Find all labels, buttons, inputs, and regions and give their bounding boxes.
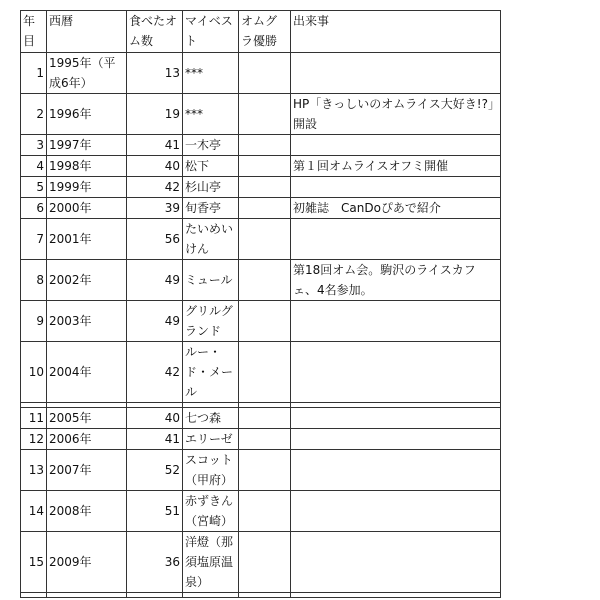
cell-my-best: 杉山亭 (183, 177, 239, 198)
cell-grand-prix-winner (239, 301, 291, 342)
cell-year-number: 6 (21, 198, 47, 219)
table-row (21, 342, 501, 403)
table-body (21, 53, 501, 598)
cell-omurice-count: 41 (127, 429, 183, 450)
cell-event: 第18回オム会。駒沢のライスカフェ、4名参加。 (291, 260, 501, 301)
cell-my-best: 赤ずきん（宮崎） (183, 491, 239, 532)
cell-omurice-count: 39 (127, 198, 183, 219)
cell-event (291, 301, 501, 342)
cell-my-best: スコット（甲府） (183, 450, 239, 491)
cell-western-year: 1995年（平成6年） (47, 53, 127, 94)
cell-omurice-count: 19 (127, 94, 183, 135)
table-row (21, 532, 501, 593)
cell-event (291, 135, 501, 156)
table-row (21, 260, 501, 301)
cell-my-best: 洋燈（那須塩原温泉） (183, 532, 239, 593)
cell-grand-prix-winner (239, 177, 291, 198)
cell-omurice-count: 52 (127, 450, 183, 491)
cell-omurice-count: 49 (127, 260, 183, 301)
cell-year-number: 13 (21, 450, 47, 491)
cell-omurice-count: 51 (127, 491, 183, 532)
header-cell-events: 出来事 (291, 11, 501, 53)
cell-my-best: たいめいけん (183, 219, 239, 260)
cell-western-year: 2007年 (47, 450, 127, 491)
spacer-cell (47, 593, 127, 598)
cell-my-best: *** (183, 53, 239, 94)
cell-omurice-count: 40 (127, 156, 183, 177)
cell-western-year: 1999年 (47, 177, 127, 198)
cell-year-number: 9 (21, 301, 47, 342)
cell-my-best: *** (183, 94, 239, 135)
cell-event (291, 53, 501, 94)
cell-omurice-count: 42 (127, 177, 183, 198)
table-row (21, 198, 501, 219)
cell-grand-prix-winner (239, 429, 291, 450)
spacer-cell (127, 593, 183, 598)
cell-grand-prix-winner (239, 53, 291, 94)
cell-omurice-count: 40 (127, 408, 183, 429)
cell-western-year: 2002年 (47, 260, 127, 301)
cell-western-year: 2001年 (47, 219, 127, 260)
cell-event (291, 408, 501, 429)
spacer-row (21, 593, 501, 598)
cell-omurice-count: 49 (127, 301, 183, 342)
table-row (21, 408, 501, 429)
header-cell-count: 食べたオム数 (127, 11, 183, 53)
cell-my-best: 旬香亭 (183, 198, 239, 219)
cell-grand-prix-winner (239, 450, 291, 491)
header-cell-years: 年目 (21, 11, 47, 53)
cell-year-number: 4 (21, 156, 47, 177)
cell-western-year: 2005年 (47, 408, 127, 429)
table-row (21, 53, 501, 94)
table-row (21, 450, 501, 491)
cell-event (291, 342, 501, 403)
table-row (21, 135, 501, 156)
cell-grand-prix-winner (239, 94, 291, 135)
cell-western-year: 2006年 (47, 429, 127, 450)
cell-grand-prix-winner (239, 342, 291, 403)
cell-western-year: 1998年 (47, 156, 127, 177)
table-row (21, 94, 501, 135)
header-cell-grand-prix: オムグラ優勝 (239, 11, 291, 53)
cell-western-year: 1997年 (47, 135, 127, 156)
cell-year-number: 8 (21, 260, 47, 301)
cell-year-number: 12 (21, 429, 47, 450)
cell-year-number: 5 (21, 177, 47, 198)
cell-western-year: 2008年 (47, 491, 127, 532)
cell-grand-prix-winner (239, 491, 291, 532)
cell-my-best: ミュール (183, 260, 239, 301)
table-row (21, 177, 501, 198)
cell-year-number: 3 (21, 135, 47, 156)
cell-event (291, 429, 501, 450)
cell-year-number: 10 (21, 342, 47, 403)
cell-grand-prix-winner (239, 219, 291, 260)
cell-event: 初雑誌 CanDoぴあで紹介 (291, 198, 501, 219)
cell-event: 第１回オムライスオフミ開催 (291, 156, 501, 177)
cell-event (291, 219, 501, 260)
cell-omurice-count: 13 (127, 53, 183, 94)
spacer-cell (183, 593, 239, 598)
cell-grand-prix-winner (239, 260, 291, 301)
table-row (21, 491, 501, 532)
cell-year-number: 15 (21, 532, 47, 593)
cell-my-best: 一木亭 (183, 135, 239, 156)
header-cell-my-best: マイベスト (183, 11, 239, 53)
cell-my-best: ルー・ド・メール (183, 342, 239, 403)
cell-my-best: 松下 (183, 156, 239, 177)
spacer-cell (21, 593, 47, 598)
cell-omurice-count: 41 (127, 135, 183, 156)
cell-western-year: 2004年 (47, 342, 127, 403)
table-row (21, 429, 501, 450)
cell-western-year: 2003年 (47, 301, 127, 342)
table-row (21, 301, 501, 342)
cell-event (291, 177, 501, 198)
cell-year-number: 14 (21, 491, 47, 532)
cell-year-number: 7 (21, 219, 47, 260)
omurice-history-table (20, 10, 501, 598)
cell-grand-prix-winner (239, 135, 291, 156)
cell-year-number: 11 (21, 408, 47, 429)
cell-omurice-count: 42 (127, 342, 183, 403)
table-row (21, 156, 501, 177)
cell-year-number: 1 (21, 53, 47, 94)
cell-event: HP「きっしいのオムライス大好き!?」開設 (291, 94, 501, 135)
cell-grand-prix-winner (239, 156, 291, 177)
header-row (21, 11, 501, 53)
header-cell-western-year: 西暦 (47, 11, 127, 53)
spacer-cell (239, 593, 291, 598)
cell-western-year: 2000年 (47, 198, 127, 219)
cell-grand-prix-winner (239, 198, 291, 219)
cell-western-year: 1996年 (47, 94, 127, 135)
spacer-cell (291, 593, 501, 598)
cell-grand-prix-winner (239, 408, 291, 429)
cell-grand-prix-winner (239, 532, 291, 593)
table-row (21, 219, 501, 260)
cell-my-best: エリーゼ (183, 429, 239, 450)
cell-omurice-count: 56 (127, 219, 183, 260)
cell-omurice-count: 36 (127, 532, 183, 593)
cell-event (291, 450, 501, 491)
cell-my-best: グリルグランド (183, 301, 239, 342)
cell-year-number: 2 (21, 94, 47, 135)
cell-event (291, 532, 501, 593)
cell-western-year: 2009年 (47, 532, 127, 593)
cell-event (291, 491, 501, 532)
cell-my-best: 七つ森 (183, 408, 239, 429)
